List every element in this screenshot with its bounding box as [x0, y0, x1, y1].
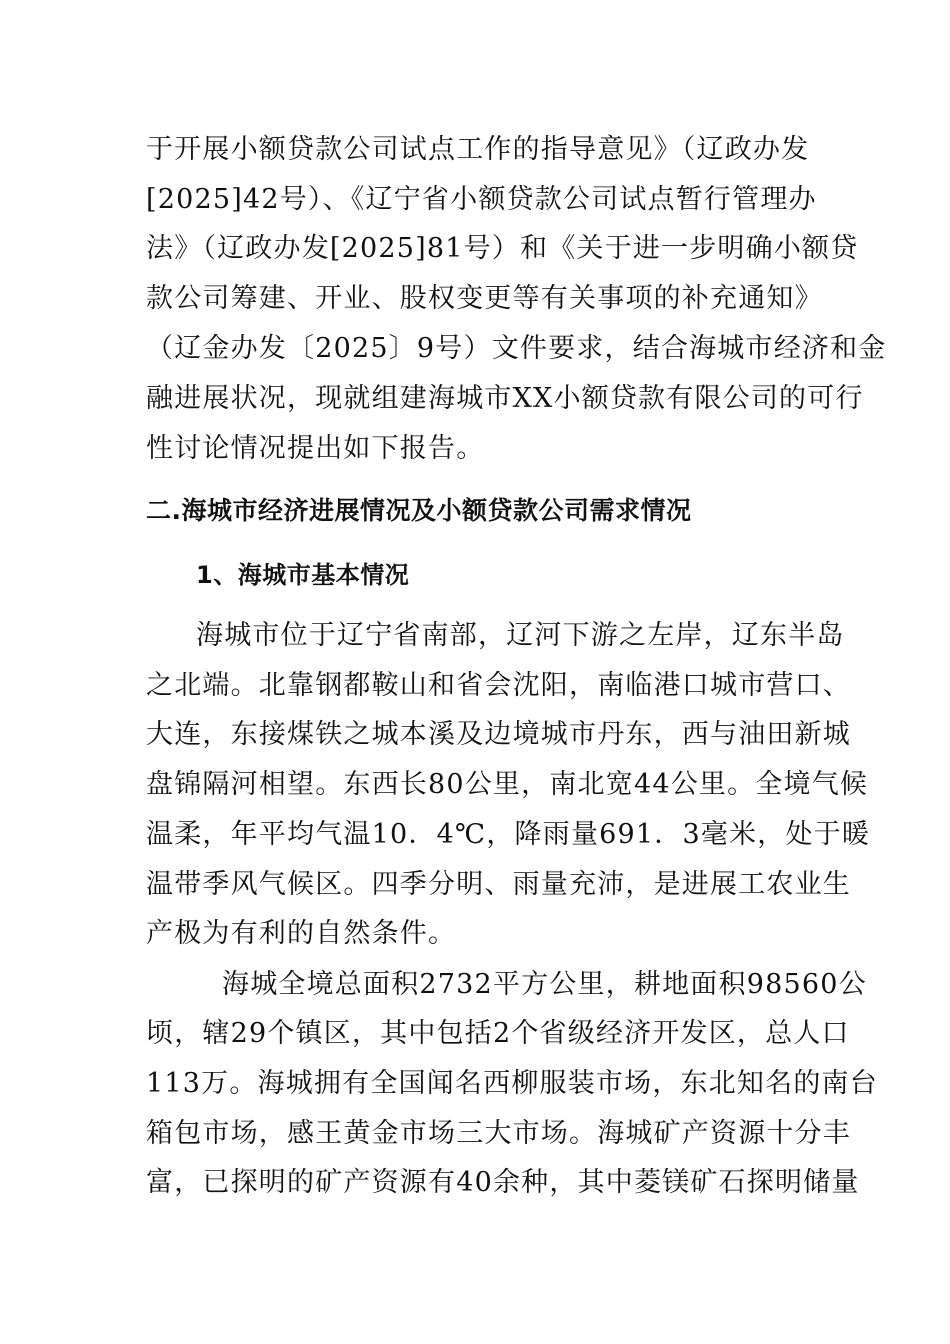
- paragraph1-line-2: 之北端。北靠钢都鞍山和省会沈阳，南临港口城市营口、: [146, 670, 851, 701]
- subsection-heading: 1、海城市基本情况: [196, 561, 410, 589]
- paragraph1-line-1: 海城市位于辽宁省南部，辽河下游之左岸，辽东半岛: [196, 620, 845, 651]
- intro-line-3: 法》（辽政办发[2025]81号）和《关于进一步明确小额贷: [146, 233, 859, 264]
- paragraph2-line-5: 富，已探明的矿产资源有40余种，其中菱镁矿石探明储量: [146, 1167, 860, 1198]
- intro-line-6: 融进展状况，现就组建海城市XX小额贷款有限公司的可行: [146, 383, 864, 414]
- paragraph2-line-3: 113万。海城拥有全国闻名西柳服装市场，东北知名的南台: [146, 1068, 878, 1099]
- intro-line-4: 款公司筹建、开业、股权变更等有关事项的补充通知》: [146, 283, 823, 314]
- section-heading: 二.海城市经济进展情况及小额贷款公司需求情况: [146, 496, 692, 525]
- paragraph1-line-3: 大连，东接煤铁之城本溪及边境城市丹东，西与油田新城: [146, 719, 851, 750]
- paragraph1-line-7: 产极为有利的自然条件。: [146, 918, 457, 949]
- intro-line-2: [2025]42号）、《辽宁省小额贷款公司试点暂行管理办: [146, 184, 817, 215]
- paragraph2-line-1: 海城全境总面积2732平方公里，耕地面积98560公: [222, 969, 867, 1000]
- paragraph2-line-4: 箱包市场，感王黄金市场三大市场。海城矿产资源十分丰: [146, 1118, 851, 1149]
- intro-line-7: 性讨论情况提出如下报告。: [146, 433, 485, 464]
- paragraph2-line-2: 顷，辖29个镇区，其中包括2个省级经济开发区，总人口: [146, 1018, 850, 1049]
- paragraph1-line-4: 盘锦隔河相望。东西长80公里，南北宽44公里。全境气候: [146, 769, 869, 800]
- intro-line-1: 于开展小额贷款公司试点工作的指导意见》（辽政办发: [146, 134, 810, 165]
- intro-line-5: （辽金办发〔2025〕9号）文件要求，结合海城市经济和金: [146, 333, 887, 364]
- paragraph1-line-6: 温带季风气候区。四季分明、雨量充沛，是进展工农业生: [146, 869, 851, 900]
- paragraph1-line-5: 温柔，年平均气温10．4℃，降雨量691．3毫米，处于暖: [146, 819, 871, 850]
